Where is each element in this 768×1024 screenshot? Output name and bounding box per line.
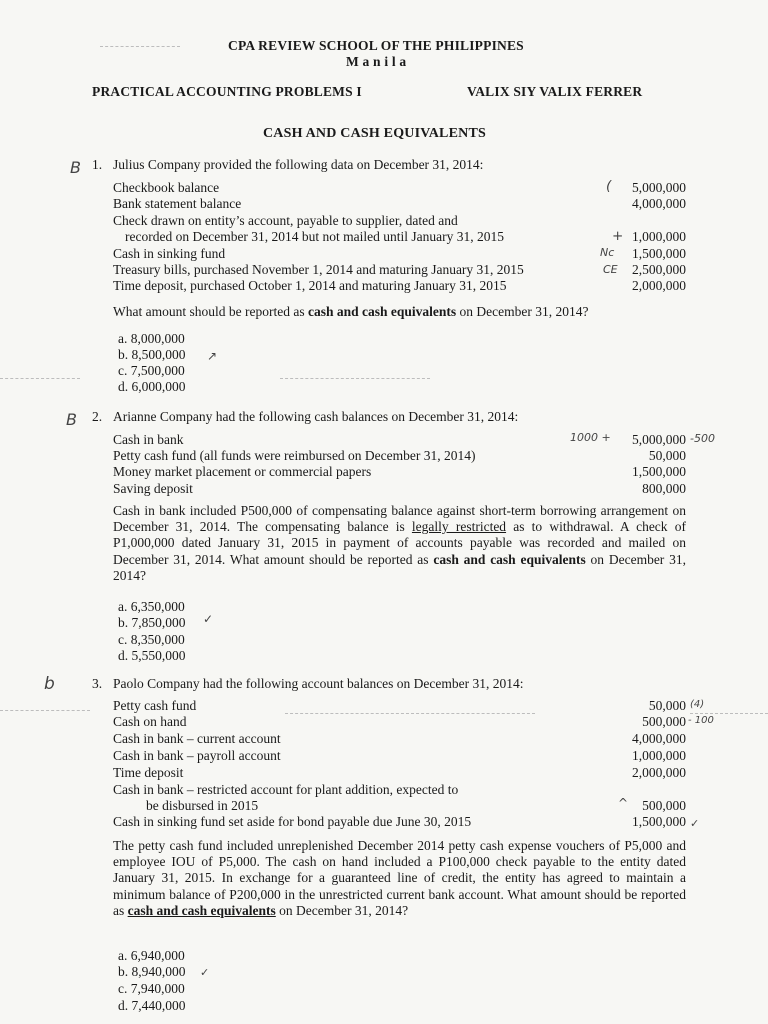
data-row-amount: 5,000,000 bbox=[632, 180, 686, 195]
data-row-label: Bank statement balance bbox=[113, 196, 242, 211]
data-row-label: Treasury bills, purchased November 1, 2014 and maturing January 31, 2015 bbox=[113, 262, 524, 277]
course-title: PRACTICAL ACCOUNTING PROBLEMS I bbox=[92, 84, 362, 99]
choice-d: d. 7,440,000 bbox=[118, 998, 186, 1013]
question-paragraph: The petty cash fund included unreplenished December 2014 petty cash expense vouchers of P5,000 and employee IOU of P5,000. The cash on hand included a P100,000 check payable to the entity dated January 31, 2015. In exchange for a guaranteed line of credit, the entity has agreed to maintain a minimum balance of P200,000 in the unrestricted current bank account. What amount should be reported as cash and cash equivalents on December 31, 2014? bbox=[113, 838, 686, 918]
choice-b: b. 7,850,000 bbox=[118, 615, 186, 630]
margin-note: ( bbox=[606, 178, 612, 194]
margin-note: (4) bbox=[690, 699, 705, 710]
scan-line bbox=[285, 713, 535, 714]
choice-c: c. 7,940,000 bbox=[118, 981, 185, 996]
question-paragraph: Cash in bank included P500,000 of compensating balance against short-term borrowing arrangement on December 31, 2014. The compensating balance is legally restricted as to withdrawal. A check of P1,000,000 dated January 31, 2015 in payment of accounts payable was recorded and mailed on December 31, 2014. What amount should be reported as cash and cash equivalents on December 31, 2014? bbox=[113, 503, 686, 583]
data-row-label: Cash in bank – payroll account bbox=[113, 748, 281, 763]
scan-line bbox=[100, 46, 180, 47]
check-mark: ↗ bbox=[207, 349, 218, 363]
data-row-amount: 2,000,000 bbox=[632, 765, 686, 780]
data-row-label: Saving deposit bbox=[113, 481, 193, 496]
data-row-label: Check drawn on entity’s account, payable to supplier, dated and bbox=[113, 213, 458, 228]
data-row-amount: 2,000,000 bbox=[632, 278, 686, 293]
question-number: 2. bbox=[92, 409, 103, 424]
scan-line bbox=[0, 710, 90, 711]
data-row-label: Cash in bank – restricted account for plant addition, expected to bbox=[113, 782, 459, 797]
data-row-amount: 500,000 bbox=[642, 798, 686, 813]
data-row-amount: 1,500,000 bbox=[632, 814, 686, 829]
question-prompt: What amount should be reported as cash and cash equivalents on December 31, 2014? bbox=[113, 304, 589, 319]
data-row-amount: 5,000,000 bbox=[632, 432, 686, 447]
data-row-label: Petty cash fund bbox=[113, 698, 197, 713]
data-row-amount: 800,000 bbox=[642, 481, 686, 496]
check-mark: ✓ bbox=[690, 817, 700, 830]
choice-d: d. 5,550,000 bbox=[118, 648, 186, 663]
answer-mark: b bbox=[44, 674, 55, 694]
data-row-label: Time deposit bbox=[113, 765, 184, 780]
margin-note: 1000 + bbox=[570, 431, 611, 444]
data-row-amount: 50,000 bbox=[648, 448, 686, 463]
check-mark: ✓ bbox=[200, 966, 210, 979]
data-row-amount: 1,500,000 bbox=[632, 464, 686, 479]
choice-a: a. 6,350,000 bbox=[118, 599, 185, 614]
scan-line bbox=[0, 378, 80, 379]
question-intro: Paolo Company had the following account balances on December 31, 2014: bbox=[113, 676, 524, 691]
data-row-amount: 1,000,000 bbox=[632, 748, 686, 763]
data-row-label: Cash in bank bbox=[113, 432, 184, 447]
data-row-label: Cash in sinking fund bbox=[113, 246, 226, 261]
data-row-amount: 1,500,000 bbox=[632, 246, 686, 261]
question-number: 1. bbox=[92, 157, 103, 172]
question-intro: Arianne Company had the following cash balances on December 31, 2014: bbox=[113, 409, 519, 424]
answer-mark: B bbox=[66, 410, 77, 429]
choice-b: b. 8,940,000 bbox=[118, 964, 186, 979]
data-row-label: be disbursed in 2015 bbox=[146, 798, 259, 813]
choice-c: c. 7,500,000 bbox=[118, 363, 185, 378]
margin-note: Nc bbox=[600, 246, 615, 259]
data-row-amount: 500,000 bbox=[642, 714, 686, 729]
choice-d: d. 6,000,000 bbox=[118, 379, 186, 394]
choice-c: c. 8,350,000 bbox=[118, 632, 185, 647]
data-row-label: Petty cash fund (all funds were reimbursed on December 31, 2014) bbox=[113, 448, 476, 463]
question-intro: Julius Company provided the following data on December 31, 2014: bbox=[113, 157, 484, 172]
data-row-amount: 4,000,000 bbox=[632, 196, 686, 211]
choice-b: b. 8,500,000 bbox=[118, 347, 186, 362]
topic-title: CASH AND CASH EQUIVALENTS bbox=[263, 126, 486, 141]
check-mark: ✓ bbox=[203, 612, 214, 626]
margin-note: -500 bbox=[690, 432, 715, 445]
data-row-label: Money market placement or commercial papers bbox=[113, 464, 372, 479]
answer-mark: B bbox=[70, 158, 81, 177]
scan-line bbox=[280, 378, 430, 379]
data-row-label: Cash in bank – current account bbox=[113, 731, 281, 746]
data-row-label: Checkbook balance bbox=[113, 180, 220, 195]
margin-note: - 100 bbox=[688, 715, 714, 726]
data-row-amount: 2,500,000 bbox=[632, 262, 686, 277]
city: M a n i l a bbox=[346, 54, 407, 69]
margin-note: ^ bbox=[618, 796, 629, 810]
margin-note: CE bbox=[603, 263, 618, 276]
data-row-label: Cash on hand bbox=[113, 714, 187, 729]
data-row-label: recorded on December 31, 2014 but not mailed until January 31, 2015 bbox=[125, 229, 505, 244]
school-name: CPA REVIEW SCHOOL OF THE PHILIPPINES bbox=[228, 38, 524, 53]
choice-a: a. 6,940,000 bbox=[118, 948, 185, 963]
data-row-label: Cash in sinking fund set aside for bond payable due June 30, 2015 bbox=[113, 814, 472, 829]
question-number: 3. bbox=[92, 676, 103, 691]
data-row-label: Time deposit, purchased October 1, 2014 and maturing January 31, 2015 bbox=[113, 278, 507, 293]
choice-a: a. 8,000,000 bbox=[118, 331, 185, 346]
data-row-amount: 1,000,000 bbox=[632, 229, 686, 244]
margin-note: + bbox=[612, 228, 624, 244]
data-row-amount: 4,000,000 bbox=[632, 731, 686, 746]
data-row-amount: 50,000 bbox=[648, 698, 686, 713]
book-authors: VALIX SIY VALIX FERRER bbox=[467, 84, 643, 99]
